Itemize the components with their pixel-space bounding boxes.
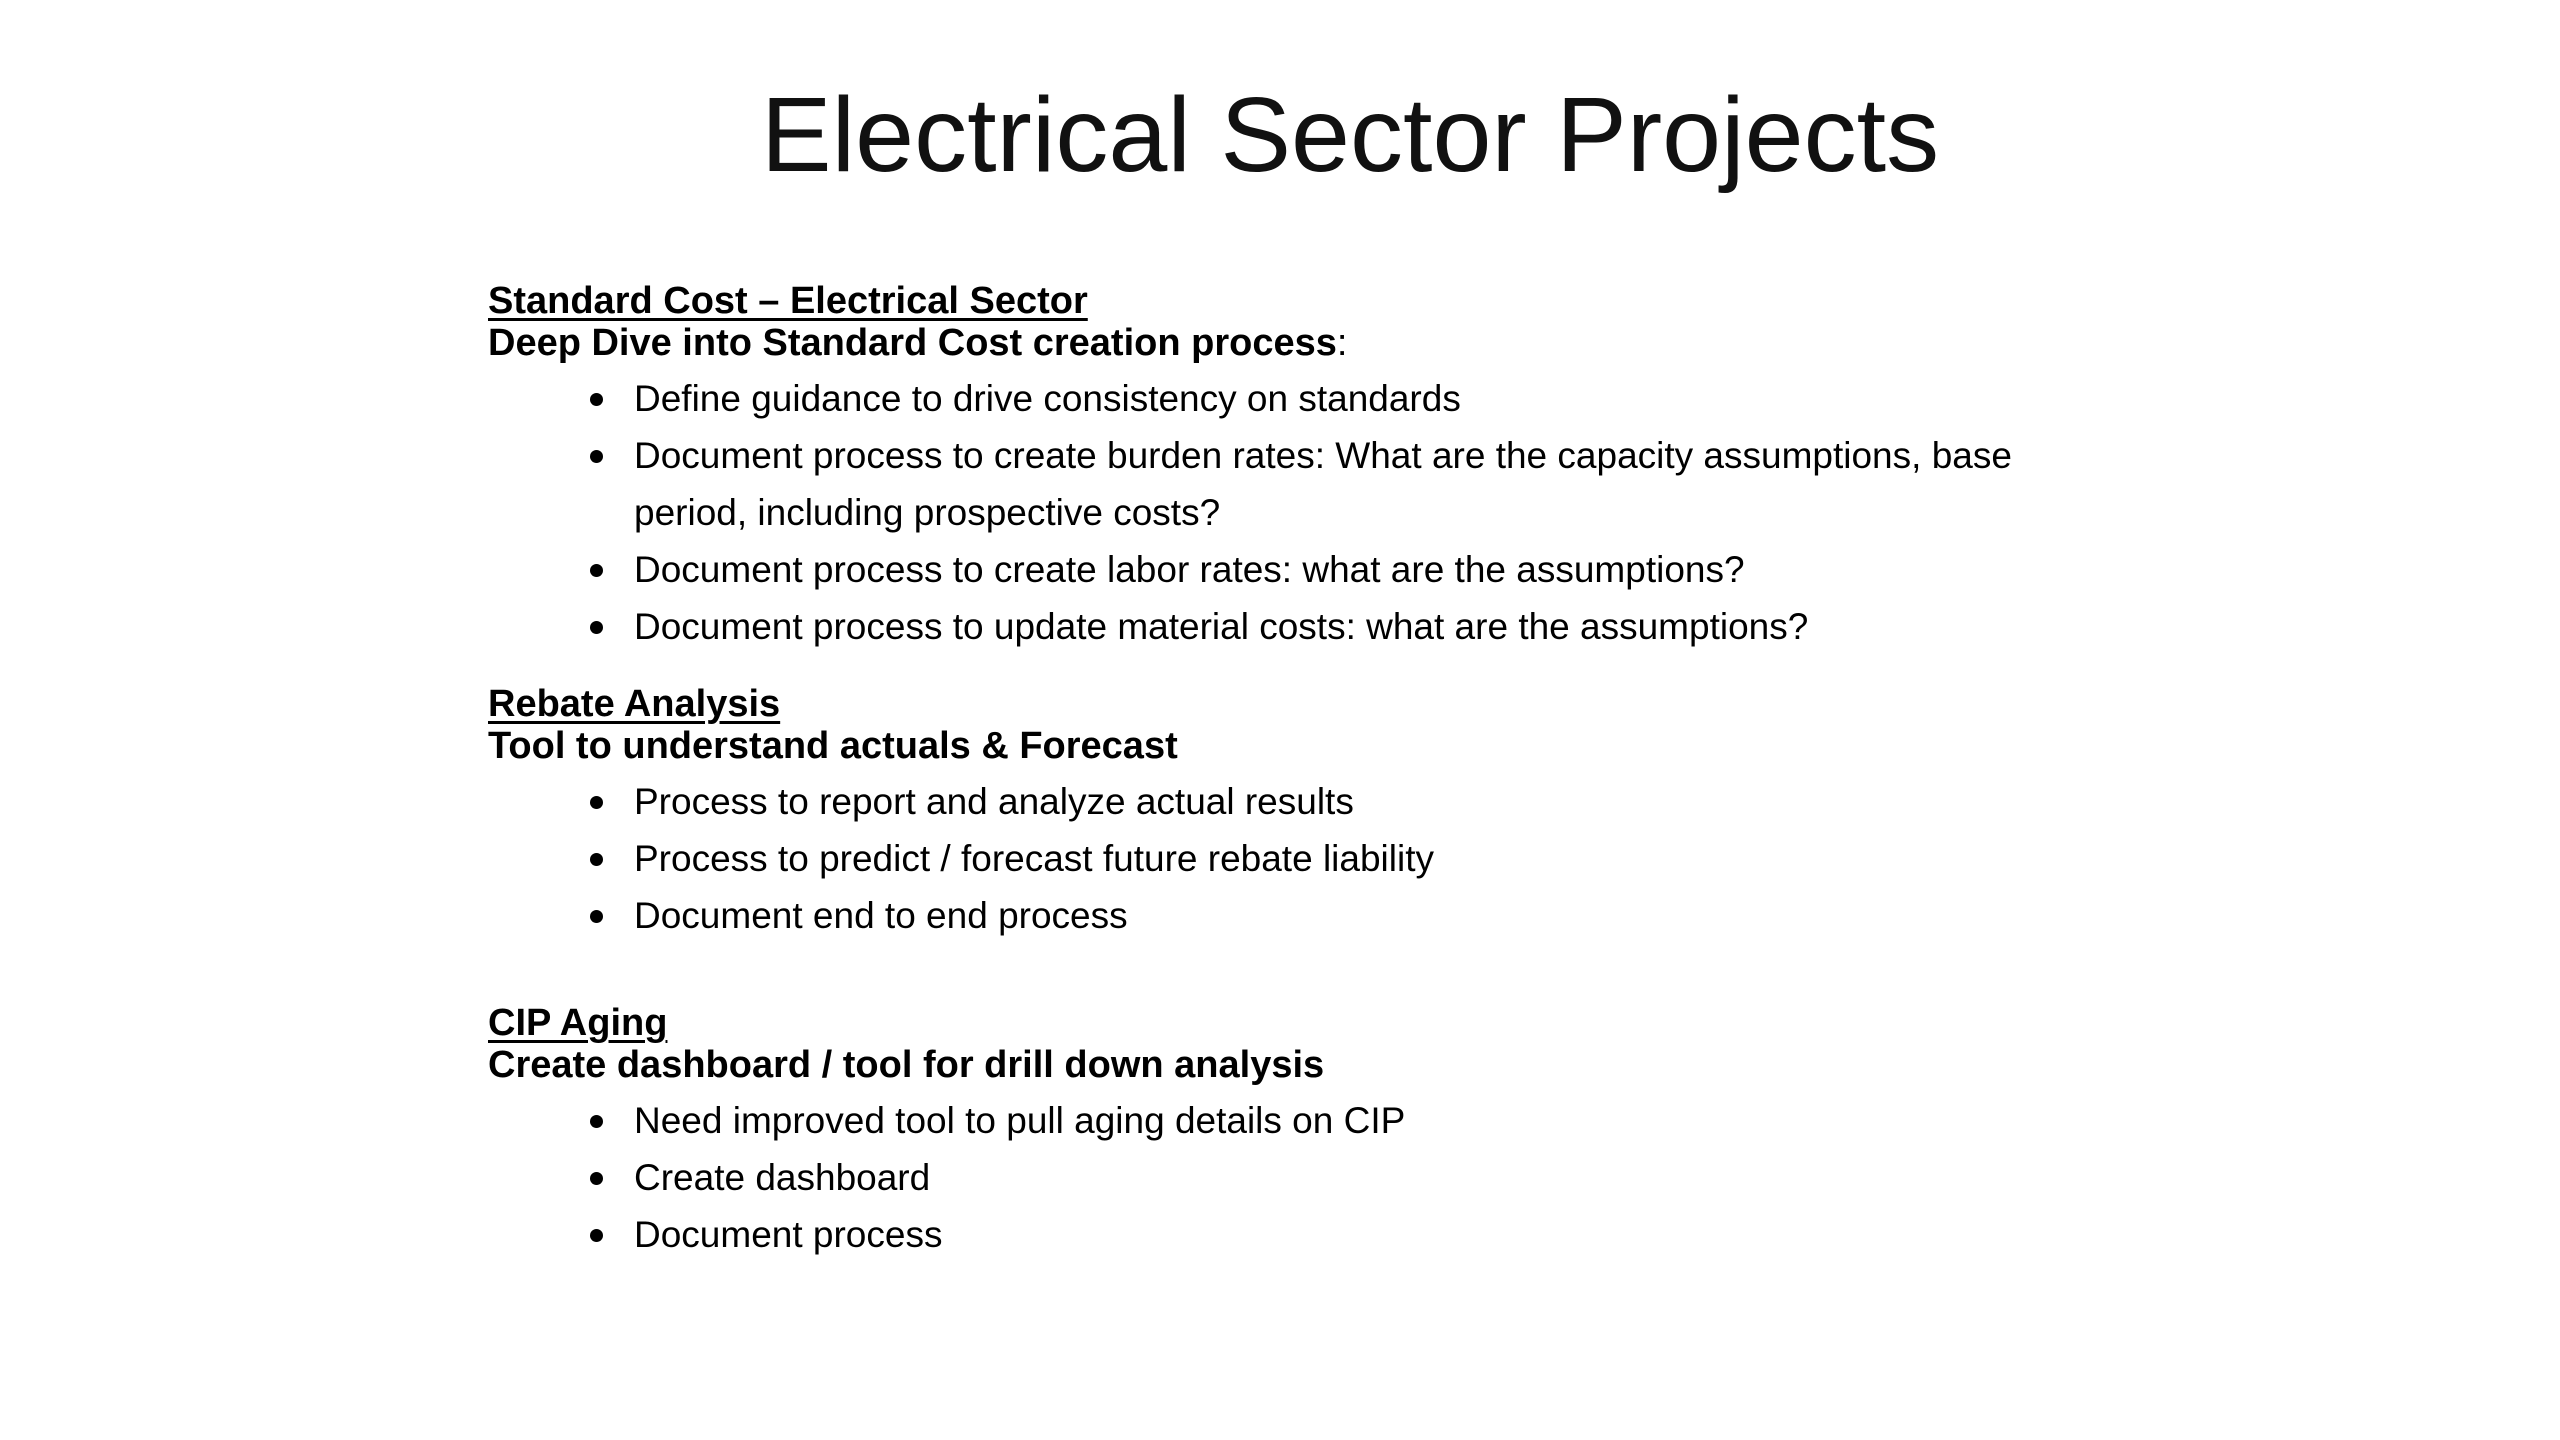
bullet-list xyxy=(488,370,2188,655)
bullet-text: Need improved tool to pull aging details on CIP xyxy=(634,1100,1406,1141)
bullet-text: Define guidance to drive consistency on standards xyxy=(634,378,1461,419)
bullet-item xyxy=(590,773,2134,830)
bullet-text: Process to report and analyze actual results xyxy=(634,781,1354,822)
bullet-text: Document process xyxy=(634,1214,943,1255)
bullet-dot-icon xyxy=(590,796,603,809)
bullet-item xyxy=(590,1149,2134,1206)
section-subheading-text: Tool to understand actuals & Forecast xyxy=(488,725,1178,767)
bullet-text: Create dashboard xyxy=(634,1157,931,1198)
bullet-text: Document end to end process xyxy=(634,895,1128,936)
bullet-item xyxy=(590,427,2134,541)
bullet-dot-icon xyxy=(590,393,603,406)
bullet-item xyxy=(590,541,2134,598)
slide-title: Electrical Sector Projects xyxy=(760,76,1940,194)
bullet-dot-icon xyxy=(590,1229,603,1242)
bullet-dot-icon xyxy=(590,1115,603,1128)
bullet-list xyxy=(488,773,2188,944)
bullet-dot-icon xyxy=(590,853,603,866)
bullet-dot-icon xyxy=(590,621,603,634)
bullet-item xyxy=(590,598,2134,655)
bullet-dot-icon xyxy=(590,450,603,463)
bullet-text: Document process to create labor rates: what are the assumptions? xyxy=(634,549,1745,590)
bullet-item xyxy=(590,1206,2134,1263)
slide-content xyxy=(488,280,2188,1263)
bullet-dot-icon xyxy=(590,564,603,577)
section-standard-cost xyxy=(488,280,2188,655)
bullet-text: Document process to create burden rates: What are the capacity assumptions, base period, including prospective costs? xyxy=(634,435,2012,533)
bullet-dot-icon xyxy=(590,910,603,923)
bullet-text: Process to predict / forecast future rebate liability xyxy=(634,838,1434,879)
section-heading: Rebate Analysis xyxy=(488,683,781,725)
bullet-text: Document process to update material costs: what are the assumptions? xyxy=(634,606,1809,647)
section-subheading xyxy=(488,1044,2188,1086)
bullet-item xyxy=(590,830,2134,887)
section-subheading-text: Create dashboard / tool for drill down analysis xyxy=(488,1044,1325,1086)
section-subheading xyxy=(488,322,2188,364)
section-heading: Standard Cost – Electrical Sector xyxy=(488,280,1088,322)
section-cip-aging xyxy=(488,1002,2188,1263)
bullet-list xyxy=(488,1092,2188,1263)
section-rebate-analysis xyxy=(488,683,2188,944)
section-subheading xyxy=(488,725,2188,767)
bullet-item xyxy=(590,887,2134,944)
bullet-dot-icon xyxy=(590,1172,603,1185)
section-subheading-text: Deep Dive into Standard Cost creation process xyxy=(488,322,1337,364)
section-subheading-suffix: : xyxy=(1336,322,1348,364)
bullet-item xyxy=(590,1092,2134,1149)
bullet-item xyxy=(590,370,2134,427)
section-heading: CIP Aging xyxy=(488,1002,668,1044)
